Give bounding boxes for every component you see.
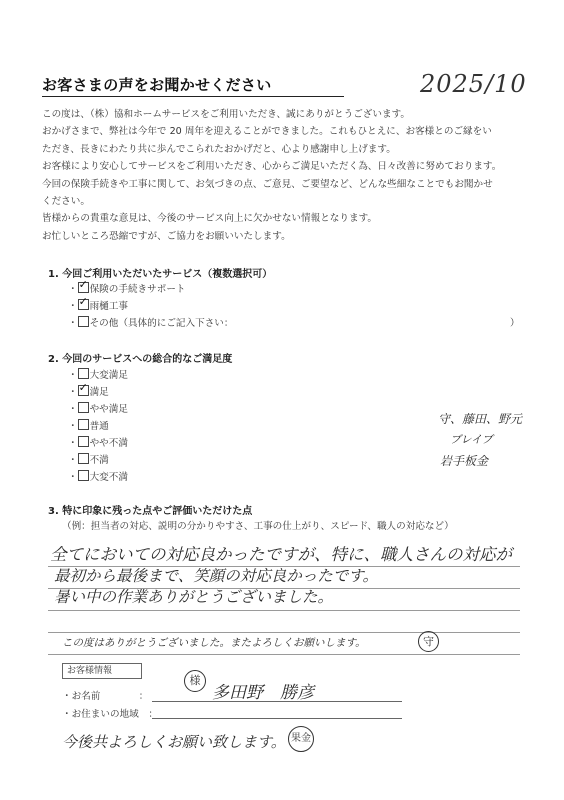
checkbox[interactable] — [78, 299, 89, 310]
option-label: やや不満 — [89, 438, 128, 449]
answer-rule — [48, 654, 520, 655]
q1-option-other[interactable]: ・ その他（具体的にご記入下さい： — [68, 318, 234, 329]
checkbox[interactable] — [78, 436, 89, 447]
checkbox[interactable] — [78, 453, 89, 464]
checkbox[interactable] — [78, 470, 89, 481]
intro-text — [42, 106, 534, 245]
closing-note: 今後共よろしくお願い致します。 — [62, 733, 286, 751]
q2-option[interactable]: ・ 不満 — [68, 455, 109, 466]
answer-rule — [48, 610, 520, 611]
q2-option[interactable]: ・ 普通 — [68, 421, 109, 432]
name-label: ・お名前 ： — [62, 691, 149, 702]
q2-heading: 2. 今回のサービスへの総合的なご満足度 — [48, 354, 233, 365]
checkbox[interactable] — [78, 402, 89, 413]
answer-line: 最初から最後まで、笑顔の対応良かったです。 — [54, 567, 378, 585]
q3-subheading: （例：担当者の対応、説明の分かりやすさ、工事の仕上がり、スピード、職人の対応など） — [62, 521, 454, 532]
option-label: 雨樋工事 — [89, 301, 128, 312]
intro-line: 今回の保険手続きや工事に関して、お気づきの点、ご意見、ご要望など、どんな些細なことでもお聞かせ — [42, 178, 493, 190]
q2-option[interactable]: ・ 大変不満 — [68, 472, 128, 483]
answer-rule — [48, 632, 520, 633]
intro-line: ください。 — [42, 196, 90, 208]
checkbox[interactable] — [78, 282, 89, 293]
q1-heading: 1. 今回ご利用いただいたサービス（複数選択可） — [48, 269, 273, 280]
intro-line: ただき、長きにわたり共に歩んでこられたおかげだと、心より感謝申し上げます。 — [42, 143, 396, 155]
honorific-mark: 様 — [184, 670, 206, 692]
customer-info-label: お客様情報 — [62, 663, 142, 679]
title-underline — [42, 96, 344, 97]
q2-option[interactable]: ・ 大変満足 — [68, 370, 128, 381]
option-label: 大変満足 — [89, 370, 128, 381]
answer-line: 全てにおいての対応良かったですが、特に、職人さんの対応が — [50, 545, 512, 564]
name-value[interactable]: 多田野 勝彦 — [212, 683, 314, 703]
q2-option[interactable]: ・✓ 満足 — [68, 384, 109, 398]
intro-line: おかげさまで、弊社は今年で 20 周年を迎えることができました。これもひとえに、お客様とのご縁をい — [42, 126, 492, 138]
q3-heading: 3. 特に印象に残った点やご評価いただけた点 — [48, 506, 253, 517]
side-note-line: ブレイブ — [450, 433, 493, 446]
intro-line: お客様により安心してサービスをご利用いただき、心からご満足いただく為、日々改善に努めております。 — [42, 161, 502, 173]
page-title: お客さまの声をお聞かせください — [42, 76, 272, 94]
option-label: 保険の手続きサポート — [89, 284, 186, 295]
checkbox[interactable] — [78, 368, 89, 379]
address-underline — [152, 718, 402, 719]
side-note-line: 岩手板金 — [440, 454, 489, 468]
option-label: その他（具体的にご記入下さい： — [89, 318, 234, 329]
side-note-line: 守、藤田、野元 — [438, 412, 523, 426]
intro-line: 皆様からの貴重な意見は、今後のサービス向上に欠かせない情報となります。 — [42, 213, 378, 225]
answer-line: 暑い中の作業ありがとうございました。 — [54, 588, 334, 606]
checkbox[interactable] — [78, 419, 89, 430]
option-label: 不満 — [89, 455, 109, 466]
staff-reply: この度はありがとうございました。またよろしくお願いします。 — [62, 637, 366, 649]
closing-stamp: 果金 — [288, 726, 314, 752]
option-label: 普通 — [89, 421, 109, 432]
intro-line: お忙しいところ恐縮ですが、ご協力をお願いいたします。 — [42, 230, 291, 242]
checkbox[interactable] — [78, 316, 89, 327]
address-label: ・お住まいの地域 ： — [62, 709, 158, 720]
q2-option[interactable]: ・ やや不満 — [68, 438, 128, 449]
intro-line: この度は、（株）協和ホームサービスをご利用いただき、誠にありがとうございます。 — [42, 109, 411, 120]
q1-option-insurance[interactable]: ・✓ 保険の手続きサポート — [68, 281, 186, 295]
q1-option-gutter[interactable]: ・✓ 雨樋工事 — [68, 298, 128, 312]
option-label: 大変不満 — [89, 472, 128, 483]
q2-option[interactable]: ・ やや満足 — [68, 404, 128, 415]
q1-other-close: ） — [510, 318, 520, 329]
staff-stamp: 守 — [418, 631, 439, 652]
option-label: やや満足 — [89, 404, 128, 415]
name-underline — [152, 701, 402, 702]
checkbox[interactable] — [78, 385, 89, 396]
handwritten-date: 2025/10 — [420, 70, 527, 98]
option-label: 満足 — [89, 387, 109, 398]
